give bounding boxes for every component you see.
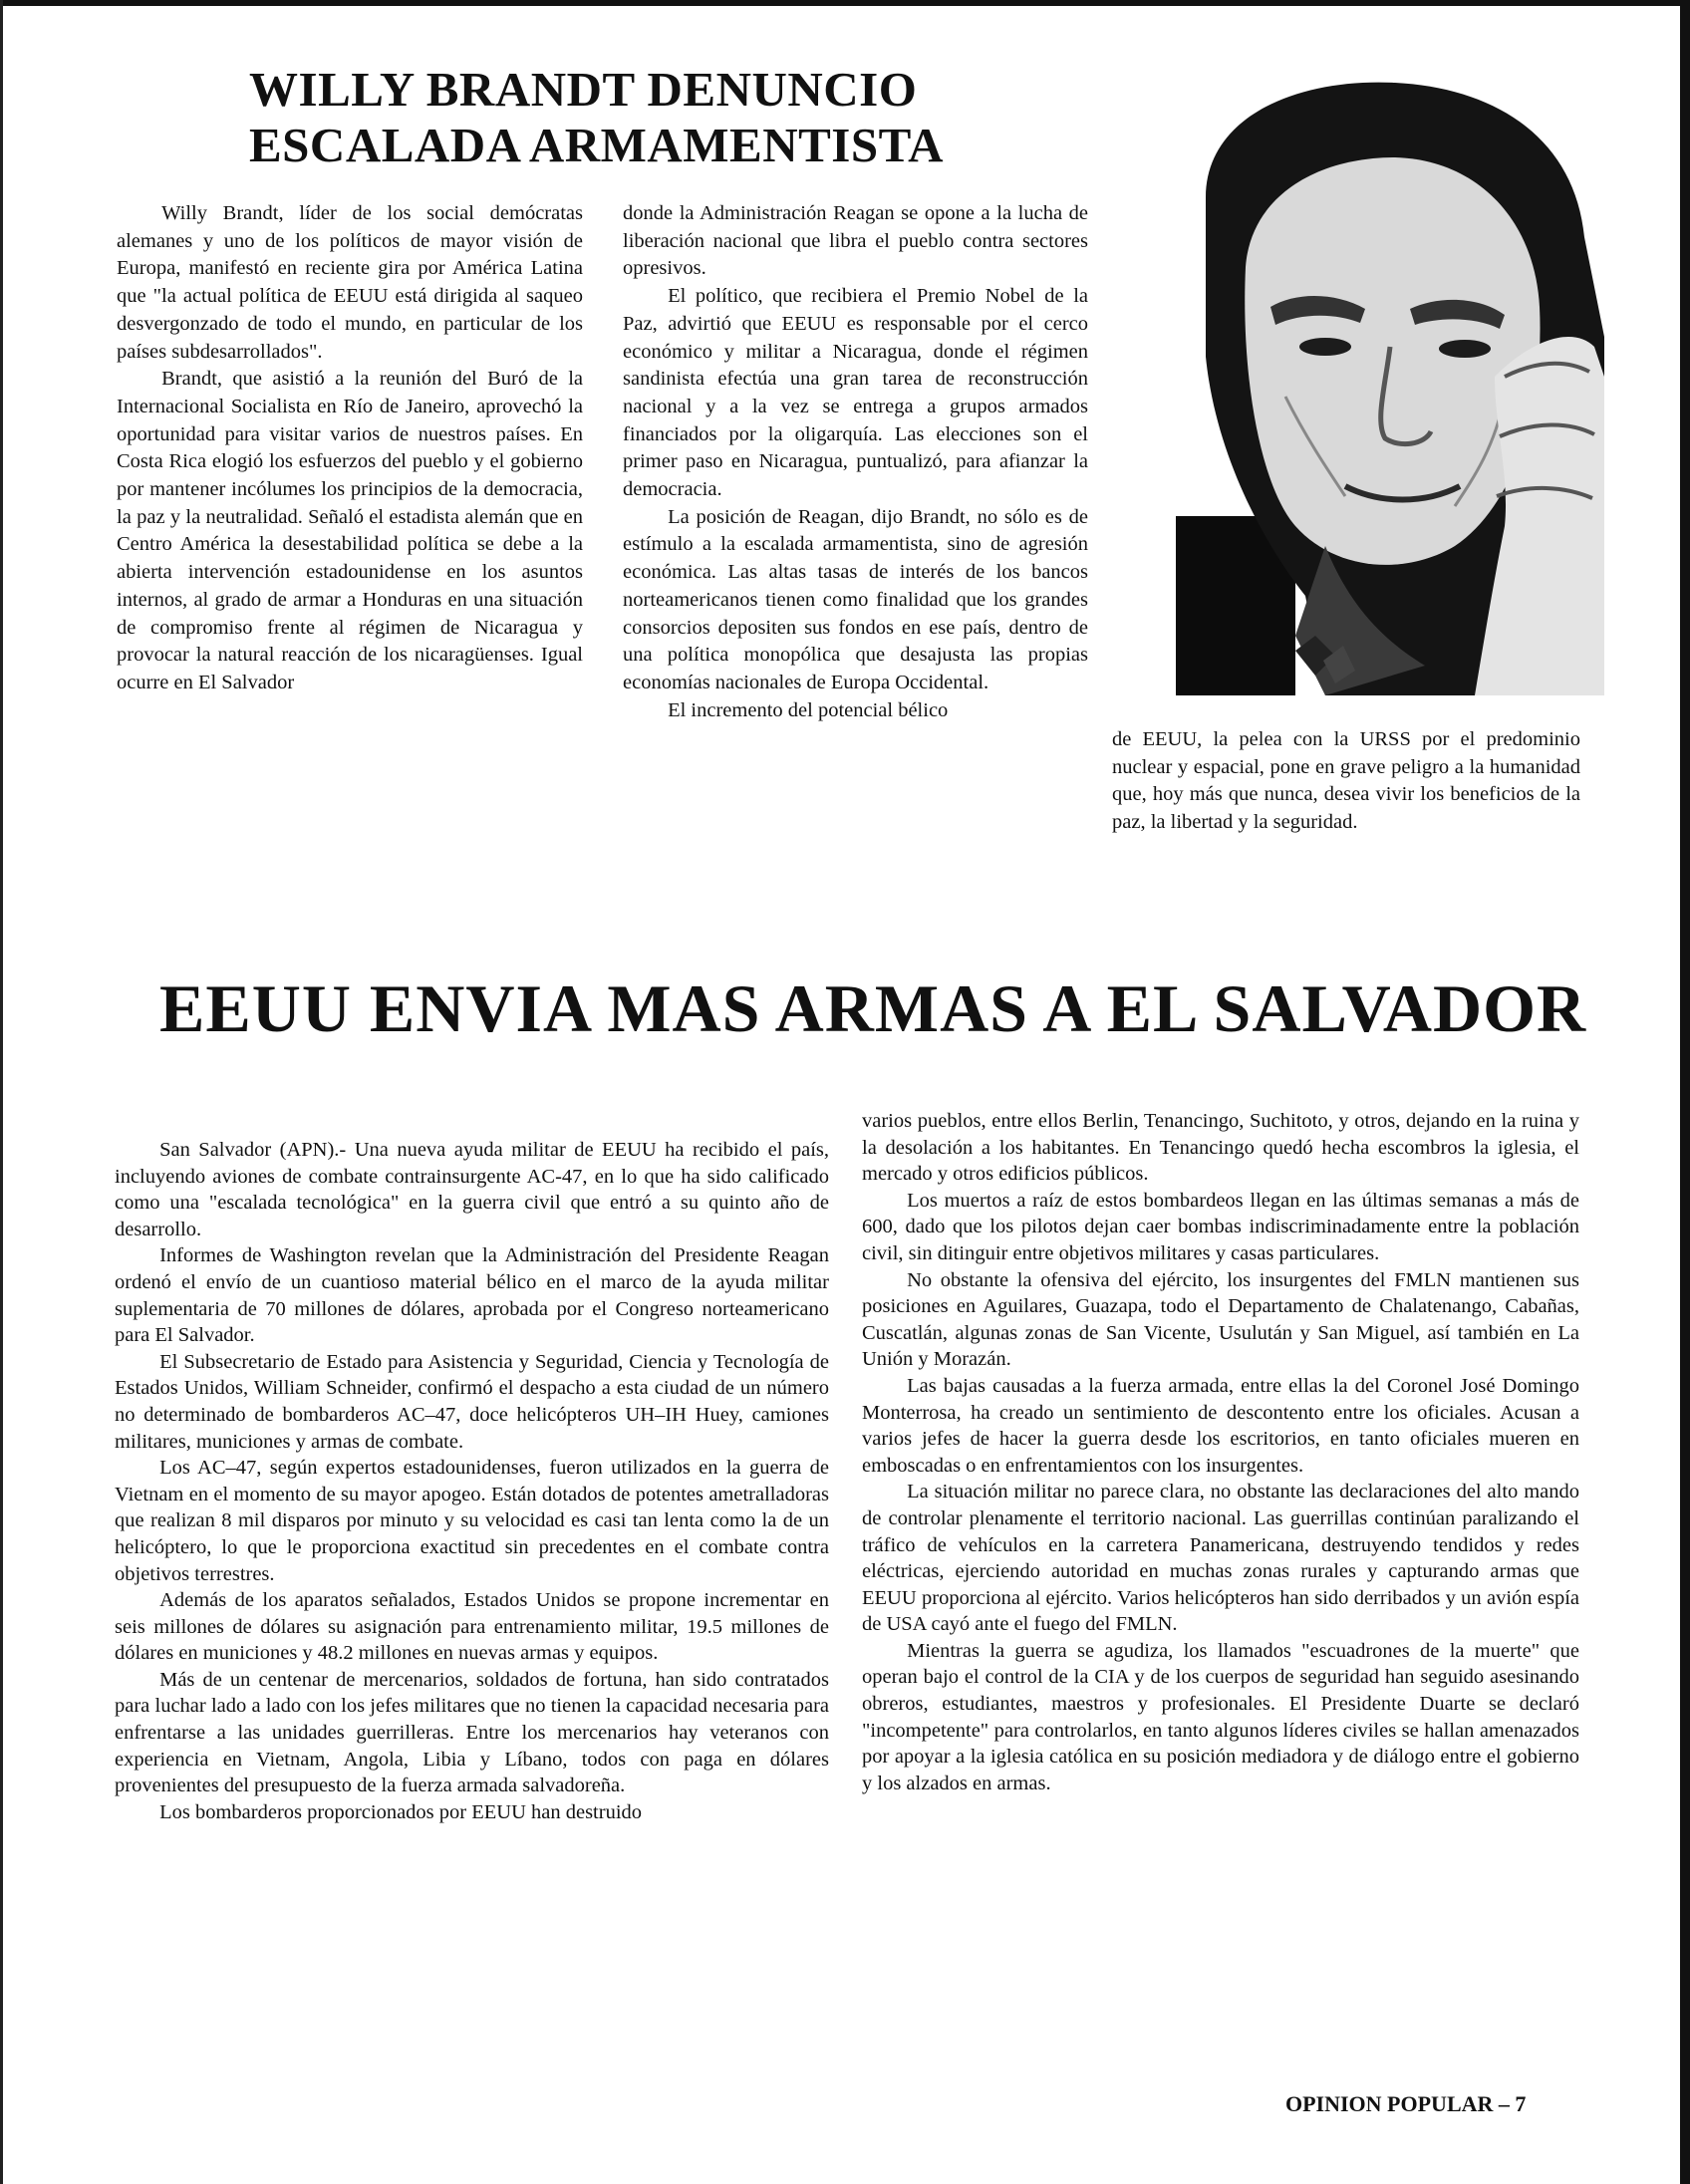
paragraph: Además de los aparatos señalados, Estados Unidos se propone incrementar en seis millones de dólares su asignación para entrenamiento militar, 19.5 millones de dólares en municiones y 48.2 millones en nuevas armas y equipos. bbox=[115, 1589, 829, 1665]
paragraph: Los muertos a raíz de estos bombardeos llegan en las últimas semanas a más de 600, dado que los pilotos dejan caer bombas indiscriminadamente entre la población civil, sin ditinguir entre objetivos militares y casas particulares. bbox=[862, 1189, 1579, 1264]
portrait-photo bbox=[1176, 78, 1604, 695]
paragraph: Willy Brandt, líder de los social demócratas alemanes y uno de los políticos de mayor visión de Europa, manifestó en reciente gira por América Latina que "la actual política de EEUU está dirigida al saqueo desvergonzado de todo el mundo, en particular de los países subdesarrollados". bbox=[117, 202, 583, 363]
page-border-right bbox=[1680, 0, 1690, 2184]
article1-headline-line1: WILLY BRANDT DENUNCIO bbox=[249, 62, 918, 117]
paragraph: No obstante la ofensiva del ejército, los insurgentes del FMLN mantienen sus posiciones en Aguilares, Guazapa, todo el Departamento de Chalatenango, Cabañas, Cuscatlán, algunas zonas de San Vicente, Usulután y San Miguel, así también en La Unión y Morazán. bbox=[862, 1268, 1579, 1371]
article1-column-2 bbox=[623, 200, 1088, 724]
paragraph: San Salvador (APN).- Una nueva ayuda militar de EEUU ha recibido el país, incluyendo aviones de combate contrainsurgente AC-47, en lo que ha sido calificado como una "escalada tecnológica" en la guerra civil que entró a su quinto año de desarrollo. bbox=[115, 1139, 829, 1240]
paragraph: de EEUU, la pelea con la URSS por el predominio nuclear y espacial, pone en grave peligro a la humanidad que, hoy más que nunca, desea vivir los beneficios de la paz, la libertad y la seguridad. bbox=[1112, 728, 1580, 834]
paragraph: donde la Administración Reagan se opone a la lucha de liberación nacional que libra el pueblo contra sectores opresivos. bbox=[623, 202, 1088, 280]
paragraph: La situación militar no parece clara, no obstante las declaraciones del alto mando de controlar plenamente el territorio nacional. Las guerrillas continúan paralizando el tráfico de vehículos en la carretera Panamericana, destruyendo tendidos y redes eléctricas, ejerciendo autoridad en muchas zonas rurales y capturando armas que EEUU proporciona al ejército. Varios helicópteros han sido derribados y un avión espía de USA cayó ante el fuego del FMLN. bbox=[862, 1481, 1579, 1636]
paragraph: Las bajas causadas a la fuerza armada, entre ellas la del Coronel José Domingo Monterrosa, ha creado un sentimiento de descontento entre los oficiales. Acusan a varios jefes de hacer la guerra desde los escritorios, en tanto oficiales mueren en emboscadas o en enfrentamientos con los insurgentes. bbox=[862, 1374, 1579, 1477]
paragraph: Más de un centenar de mercenarios, soldados de fortuna, han sido contratados para luchar lado a lado con los jefes militares que no tienen la capacidad necesaria para enfrentarse a las unidades guerrilleras. Entre los mercenarios hay veteranos con experiencia en Vietnam, Angola, Libia y Líbano, todos con paga en dólares provenientes del presupuesto de la fuerza armada salvadoreña. bbox=[115, 1668, 829, 1797]
paragraph: Mientras la guerra se agudiza, los llamados "escuadrones de la muerte" que operan bajo el control de la CIA y de los cuerpos de seguridad han seguido asesinando obreros, estudiantes, maestros y profesionales. El Presidente Duarte se declaró "incompetente" para controlarlos, en tanto algunos líderes civiles se hallan amenazados por apoyar a la iglesia católica en su posición mediadora y de diálogo entre el gobierno y los alzados en armas. bbox=[862, 1639, 1579, 1794]
paragraph: El Subsecretario de Estado para Asistencia y Seguridad, Ciencia y Tecnología de Estados Unidos, William Schneider, confirmó el despacho a esta ciudad de un número no determinado de bombarderos AC–47, doce helicópteros UH–IH Huey, camiones militares, municiones y armas de combate. bbox=[115, 1350, 829, 1453]
page-footer-label: OPINION POPULAR – 7 bbox=[1285, 2091, 1527, 2116]
paragraph: varios pueblos, entre ellos Berlin, Tenancingo, Suchitoto, y otros, dejando en la ruina y la desolación a los habitantes. En Tenancingo quedó hecha escombros la iglesia, el mercado y otros edificios públicos. bbox=[862, 1110, 1579, 1186]
page-border-top bbox=[0, 0, 1690, 6]
paragraph: Brandt, que asistió a la reunión del Buró de la Internacional Socialista en Río de Janeiro, aprovechó la oportunidad para visitar varios de nuestros países. En Costa Rica elogió los esfuerzos del pueblo y el gobierno por mantener incólumes los principios de la democracia, la paz y la neutralidad. Señaló el estadista alemán que en Centro América la desestabilidad política se debe a la abierta intervención estadounidense en los asuntos internos, al grado de armar a Honduras en una situación de compromiso frente al régimen de Nicaragua y provocar la natural reacción de los nicaragüenses. Igual ocurre en El Salvador bbox=[117, 368, 583, 693]
paragraph: El incremento del potencial bélico bbox=[668, 698, 949, 721]
article1-headline-line2: ESCALADA ARMAMENTISTA bbox=[249, 118, 945, 172]
article2-column-2 bbox=[862, 1108, 1579, 1796]
paragraph: Los bombarderos proporcionados por EEUU han destruido bbox=[159, 1800, 643, 1823]
paragraph: La posición de Reagan, dijo Brandt, no sólo es de estímulo a la escalada armamentista, sino de agresión económica. Las altas tasas de interés de los bancos norteamericanos tienen como finalidad que los grandes consorcios depositen sus fondos en ese país, dentro de una política monopólica que desajusta las propias economías nacionales de Europa Occidental. bbox=[623, 505, 1088, 693]
paragraph: El político, que recibiera el Premio Nobel de la Paz, advirtió que EEUU es responsable por el cerco económico y militar a Nicaragua, donde el régimen sandinista efectúa una gran tarea de reconstrucción nacional y a la vez se entrega a grupos armados financiados por la oligarquía. Las elecciones son el primer paso en Nicaragua, puntualizó, para afianzar la democracia. bbox=[623, 285, 1088, 501]
article1-column-3 bbox=[1112, 726, 1580, 837]
article1-headline bbox=[249, 62, 1006, 173]
article1-column-1 bbox=[117, 200, 583, 697]
paragraph: Informes de Washington revelan que la Administración del Presidente Reagan ordenó el envío de un cuantioso material bélico en el marco de la ayuda militar suplementaria de 70 millones de dólares, aprobada por el Congreso norteamericano para El Salvador. bbox=[115, 1244, 829, 1347]
article2-headline: EEUU ENVIA MAS ARMAS A EL SALVADOR bbox=[159, 970, 1587, 1046]
paragraph: Los AC–47, según expertos estadounidenses, fueron utilizados en la guerra de Vietnam en el momento de su mayor apogeo. Están dotados de potentes ametralladoras que realizan 8 mil disparos por minuto y su velocidad es casi tan lenta como la de un helicóptero, lo que le proporciona exactitud sin precedentes en el combate contra objetivos terrestres. bbox=[115, 1457, 829, 1585]
article2-column-1 bbox=[115, 1137, 829, 1825]
page-border-left bbox=[0, 0, 3, 2184]
